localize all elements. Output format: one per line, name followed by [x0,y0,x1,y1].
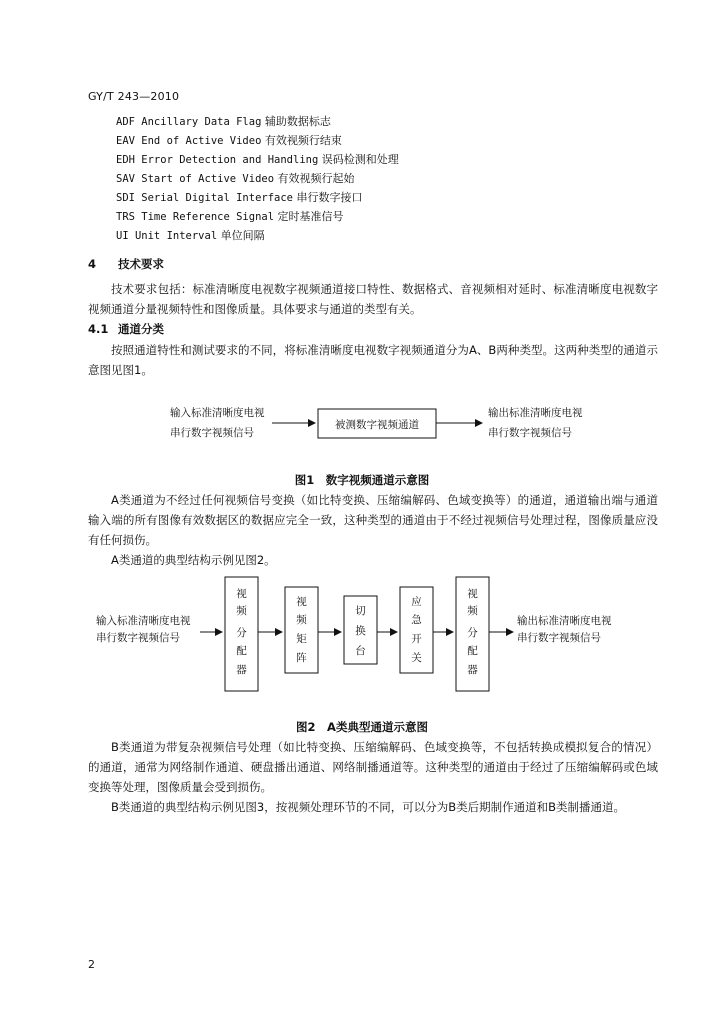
fig2-box-char: 视 [296,596,307,608]
paragraph: 技术要求包括：标准清晰度电视数字视频通道接口特性、数据格式、音视频相对延时、标准清晰度电视数字视频通道分量视频特性和图像质量。具体要求与通道的类型有关。 [88,282,658,316]
abbreviation-item [116,112,399,131]
abbreviation-meaning: 有效视频行结束 [264,134,342,147]
type-b-description [88,737,658,817]
abbreviation-meaning: 单位间隔 [220,229,265,242]
abbreviation-meaning: 有效视频行起始 [277,172,355,185]
page-number: 2 [88,958,95,971]
fig2-box-emergency-switch [400,587,433,673]
fig2-box-video-distributor-1 [225,577,258,691]
fig2-box-char: 矩 [296,633,307,645]
fig1-channel-box [318,409,436,438]
fig1-input-label-line2: 串行数字视频信号 [170,427,254,439]
standard-number-header: GY/T 243—2010 [88,90,180,103]
abbreviation-item [116,169,399,188]
fig2-box-char: 配 [236,645,247,657]
abbreviation-code: SAV Start of Active Video [116,173,275,185]
fig2-input-label-line1: 输入标准清晰度电视 [96,615,191,627]
fig2-output-label-line2: 串行数字视频信号 [517,632,601,644]
type-a-description [88,490,658,570]
paragraph: 按照通道特性和测试要求的不同，将标准清晰度电视数字视频通道分为A、B两种类型。这两种类型的通道示意图见图1。 [88,343,658,377]
fig2-box-video-matrix [285,587,318,673]
fig2-box-char: 频 [467,605,478,617]
section-title: 技术要求 [118,257,164,271]
fig2-box-char: 开 [411,633,422,645]
section-4-heading [88,256,164,272]
section-4-1-heading [88,321,164,337]
abbreviation-meaning: 串行数字接口 [296,191,363,204]
fig2-box-switcher [344,596,377,664]
abbreviation-item [116,207,399,226]
fig2-input-label-line2: 串行数字视频信号 [96,632,180,644]
section-4-1-body [88,340,658,380]
fig2-box-char: 分 [236,627,247,639]
section-number: 4.1 [88,322,109,336]
abbreviation-item [116,150,399,169]
fig2-box-char: 配 [467,645,478,657]
fig2-box-char: 急 [411,614,422,626]
abbreviation-meaning: 误码检测和处理 [321,153,399,166]
abbreviation-code: ADF Ancillary Data Flag [116,116,262,128]
fig2-box-char: 应 [411,596,422,608]
fig2-box-char: 视 [236,588,247,600]
abbreviation-code: TRS Time Reference Signal [116,211,275,223]
figure-1-caption: 图1 数字视频通道示意图 [294,473,430,487]
fig1-output-label-line1: 输出标准清晰度电视 [488,407,583,419]
fig2-box-char: 器 [236,664,247,676]
fig2-box-char: 器 [467,664,478,676]
fig2-box-char: 分 [467,627,478,639]
section-4-body [88,279,658,319]
fig1-input-label-line1: 输入标准清晰度电视 [170,407,265,419]
abbreviation-code: EAV End of Active Video [116,135,262,147]
fig2-output-label-line1: 输出标准清晰度电视 [517,615,612,627]
abbreviation-code: UI Unit Interval [116,230,218,242]
abbreviation-code: EDH Error Detection and Handling [116,154,319,166]
paragraph: B类通道为带复杂视频信号处理（如比特变换、压缩编解码、色域变换等，不包括转换成模拟复合的情况）的通道，通常为网络制作通道、硬盘播出通道、网络制播通道等。这种类型的通道由于经过了压缩编解码或色域变换等处理，图像质量会受到损伤。 [88,740,658,794]
fig1-channel-label: 被测数字视频通道 [335,419,419,431]
fig1-output-label-line2: 串行数字视频信号 [488,427,572,439]
abbreviation-meaning: 辅助数据标志 [264,115,331,128]
paragraph: A类通道为不经过任何视频信号变换（如比特变换、压缩编解码、色域变换等）的通道，通道输出端与通道输入端的所有图像有效数据区的数据应完全一致，这种类型的通道由于不经过视频信号处理过程，图像质量应没有任何损伤。 [88,493,658,547]
abbreviation-code: SDI Serial Digital Interface [116,192,294,204]
fig2-box-char: 频 [236,605,247,617]
fig2-box-char: 阵 [296,652,307,664]
abbreviation-list [116,112,399,245]
fig2-box-char: 频 [296,614,307,626]
fig2-box-char: 视 [467,588,478,600]
abbreviation-meaning: 定时基准信号 [277,210,344,223]
section-number: 4 [88,257,97,271]
abbreviation-item [116,226,399,245]
section-title: 通道分类 [118,322,164,336]
fig2-box-char: 台 [355,645,366,657]
abbreviation-item [116,188,399,207]
abbreviation-item [116,131,399,150]
fig2-box-char: 换 [355,625,366,637]
paragraph: B类通道的典型结构示例见图3，按视频处理环节的不同，可以分为B类后期制作通道和B类制播通道。 [111,800,625,814]
fig2-box-char: 切 [355,605,366,617]
figure-2-caption: 图2 A类典型通道示意图 [296,720,428,734]
paragraph: A类通道的典型结构示例见图2。 [111,553,276,567]
fig2-box-char: 关 [411,652,422,664]
fig2-box-video-distributor-2 [456,577,489,691]
